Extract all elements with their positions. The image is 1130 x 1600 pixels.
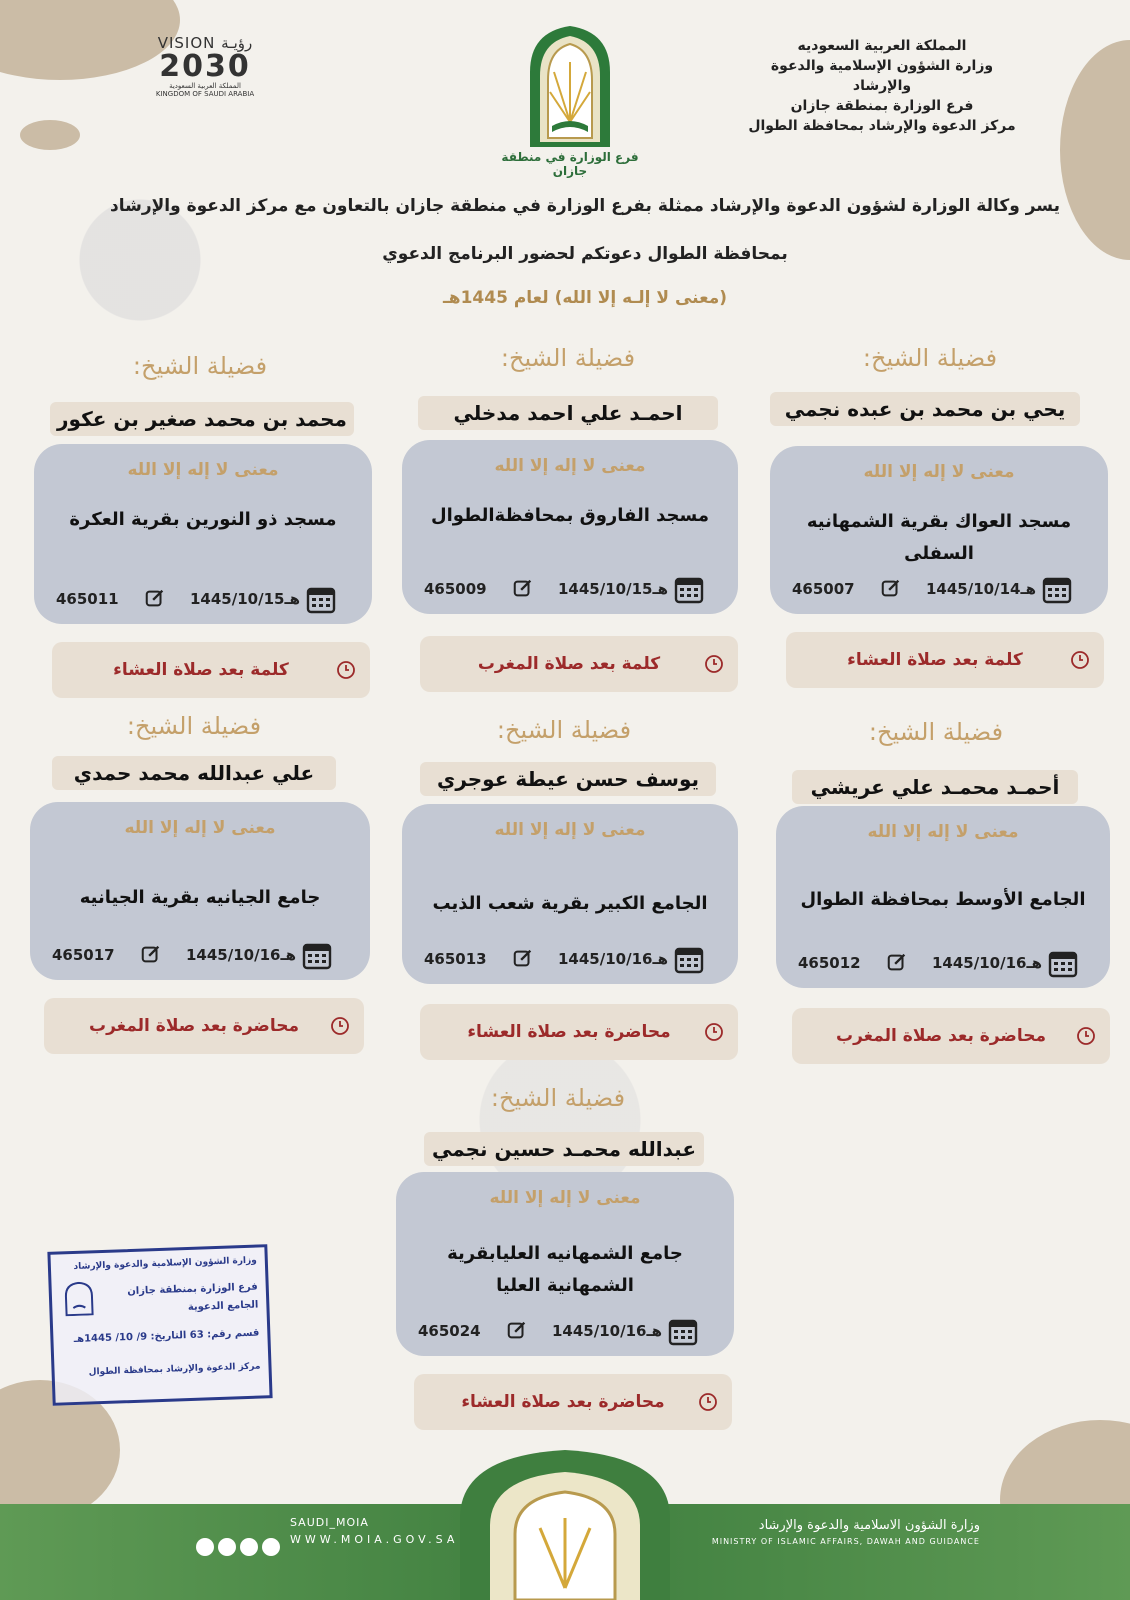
calendar-icon bbox=[668, 1316, 698, 1346]
event-time: محاضرة بعد صلاة العشاء bbox=[461, 1392, 665, 1412]
vision-title: VISION رؤيـة bbox=[157, 34, 253, 52]
intro-line-3: (معنى لا إلـه إلا الله) لعام 1445هـ bbox=[442, 288, 727, 308]
topic-title: معنى لا إله إلا الله bbox=[863, 462, 1015, 482]
clock-icon bbox=[336, 660, 356, 680]
website-link[interactable]: WWW.MOIA.GOV.SA bbox=[290, 1533, 459, 1546]
event-card bbox=[402, 440, 738, 614]
venue: الجامع الكبير بقرية شعب الذيب bbox=[432, 893, 708, 914]
sheikh-label: فضيلة الشيخ: bbox=[868, 718, 1004, 746]
event-time: كلمة بعد صلاة المغرب bbox=[477, 654, 661, 674]
stamp-line: مركز الدعوة والإرشاد بمحافظة الطوال bbox=[88, 1361, 261, 1378]
youtube-icon[interactable] bbox=[196, 1538, 214, 1556]
event-date: 1445/10/16هـ bbox=[552, 1322, 662, 1340]
stamp-line: وزارة الشؤون الإسلامية والدعوة والإرشاد bbox=[73, 1255, 257, 1272]
calendar-icon bbox=[306, 584, 336, 614]
topic-title: معنى لا إله إلا الله bbox=[494, 820, 646, 840]
time-pill bbox=[786, 632, 1104, 688]
event-date: 1445/10/15هـ bbox=[558, 580, 668, 598]
event-time: محاضرة بعد صلاة المغرب bbox=[836, 1026, 1046, 1046]
event-card bbox=[34, 444, 372, 624]
clock-icon bbox=[330, 1016, 350, 1036]
event-code: 465011 bbox=[56, 590, 119, 608]
twitter-icon[interactable] bbox=[240, 1538, 258, 1556]
event-date: 1445/10/16هـ bbox=[558, 950, 668, 968]
event-card bbox=[770, 446, 1108, 614]
event-card bbox=[396, 1172, 734, 1356]
ministry-header bbox=[732, 36, 1032, 136]
venue: جامع الشمهانيه العليابقرية الشمهانية العليا bbox=[447, 1243, 683, 1296]
time-pill bbox=[420, 636, 738, 692]
stamp-line: قسم رقم: 63 التاريخ: 9/ 10/ 1445هـ bbox=[73, 1327, 260, 1346]
ministry-name-ar: وزارة الشؤون الاسلامية والدعوة والإرشاد bbox=[758, 1518, 980, 1533]
event-time: كلمة بعد صلاة العشاء bbox=[113, 660, 289, 680]
social-icons bbox=[196, 1538, 284, 1560]
time-pill bbox=[44, 998, 364, 1054]
venue: الجامع الأوسط بمحافظة الطوال bbox=[800, 889, 1086, 910]
sheikh-label: فضيلة الشيخ: bbox=[490, 1084, 626, 1112]
sheikh-name: عبدالله محمـد حسين نجمي bbox=[424, 1132, 704, 1166]
edit-icon bbox=[140, 943, 162, 965]
header-line: المملكة العربية السعوديه bbox=[797, 38, 967, 54]
topic-title: معنى لا إله إلا الله bbox=[494, 456, 646, 476]
clock-icon bbox=[698, 1392, 718, 1412]
vision-2030-logo bbox=[140, 34, 270, 98]
edit-icon bbox=[512, 577, 534, 599]
venue: مسجد الفاروق بمحافظةالطوال bbox=[431, 505, 709, 526]
event-card bbox=[776, 806, 1110, 988]
instagram-icon[interactable] bbox=[218, 1538, 236, 1556]
venue: مسجد العواك بقرية الشمهانيه السفلى bbox=[806, 511, 1072, 564]
event-date: 1445/10/14هـ bbox=[926, 580, 1036, 598]
event-card bbox=[30, 802, 370, 980]
venue: جامع الجيانيه بقرية الجيانيه bbox=[79, 887, 321, 908]
event-date: 1445/10/15هـ bbox=[190, 590, 300, 608]
header-line: والإرشاد bbox=[852, 78, 912, 94]
event-code: 465007 bbox=[792, 580, 855, 598]
social-handle[interactable]: SAUDI_MOIA bbox=[290, 1516, 369, 1529]
event-time: محاضرة بعد صلاة المغرب bbox=[89, 1016, 299, 1036]
event-date: 1445/10/16هـ bbox=[186, 946, 296, 964]
clock-icon bbox=[704, 654, 724, 674]
time-pill bbox=[420, 1004, 738, 1060]
event-code: 465017 bbox=[52, 946, 115, 964]
facebook-icon[interactable] bbox=[262, 1538, 280, 1556]
header-line: فرع الوزارة بمنطقة جازان bbox=[790, 98, 974, 114]
clock-icon bbox=[704, 1022, 724, 1042]
event-code: 465013 bbox=[424, 950, 487, 968]
topic-title: معنى لا إله إلا الله bbox=[867, 822, 1019, 842]
time-pill bbox=[52, 642, 370, 698]
intro-line-1: يسر وكالة الوزارة لشؤون الدعوة والإرشاد ممثلة بفرع الوزارة في منطقة جازان بالتعاون مع مركز الدعوة والإرشاد bbox=[110, 196, 1060, 216]
ministry-name-en: MINISTRY OF ISLAMIC AFFAIRS, DAWAH AND GUIDANCE bbox=[711, 1537, 980, 1546]
sheikh-name: أحمـد محمـد علي عريشي bbox=[792, 770, 1078, 804]
event-date: 1445/10/16هـ bbox=[932, 954, 1042, 972]
footer-contact bbox=[290, 1516, 458, 1546]
intro-line-2: بمحافظة الطوال دعوتكم لحضور البرنامج الدعوي bbox=[382, 244, 788, 264]
vision-number: 2030 bbox=[159, 49, 251, 84]
calendar-icon bbox=[302, 940, 332, 970]
stamp-line: الجامع الدعوية bbox=[187, 1299, 259, 1314]
sheikh-name: احمـد علي احمد مدخلي bbox=[418, 396, 718, 430]
footer-ministry bbox=[712, 1518, 980, 1546]
event-time: كلمة بعد صلاة العشاء bbox=[847, 650, 1023, 670]
edit-icon bbox=[144, 587, 166, 609]
calendar-icon bbox=[674, 574, 704, 604]
logo-caption: فرع الوزارة في منطقة جازان bbox=[501, 150, 639, 178]
event-code: 465024 bbox=[418, 1322, 481, 1340]
sheikh-name: علي عبدالله محمد حمدي bbox=[52, 756, 336, 790]
calendar-icon bbox=[674, 944, 704, 974]
sheikh-label: فضيلة الشيخ: bbox=[496, 716, 632, 744]
decor-blob bbox=[1060, 40, 1130, 260]
topic-title: معنى لا إله إلا الله bbox=[124, 818, 276, 838]
stamp-line: فرع الوزارة بمنطقة جازان bbox=[127, 1281, 258, 1298]
sheikh-name: يوسف حسن عيطة عوجري bbox=[420, 762, 716, 796]
sheikh-label: فضيلة الشيخ: bbox=[126, 712, 262, 740]
vision-ar: المملكة العربية السعودية bbox=[169, 82, 241, 90]
edit-icon bbox=[512, 947, 534, 969]
event-card bbox=[402, 804, 738, 984]
event-time: محاضرة بعد صلاة العشاء bbox=[467, 1022, 671, 1042]
clock-icon bbox=[1070, 650, 1090, 670]
time-pill bbox=[414, 1374, 732, 1430]
clock-icon bbox=[1076, 1026, 1096, 1046]
edit-icon bbox=[880, 577, 902, 599]
ministry-logo-icon bbox=[520, 22, 620, 152]
event-code: 465009 bbox=[424, 580, 487, 598]
header-line: مركز الدعوة والإرشاد بمحافظة الطوال bbox=[748, 118, 1016, 134]
calendar-icon bbox=[1048, 948, 1078, 978]
sheikh-label: فضيلة الشيخ: bbox=[500, 344, 636, 372]
decor-blob bbox=[20, 120, 80, 150]
edit-icon bbox=[506, 1319, 528, 1341]
calendar-icon bbox=[1042, 574, 1072, 604]
vision-en: KINGDOM OF SAUDI ARABIA bbox=[155, 90, 255, 98]
sheikh-name: يحي بن محمد بن عبده نجمي bbox=[770, 392, 1080, 426]
header-line: وزارة الشؤون الإسلامية والدعوة bbox=[770, 58, 994, 74]
stamp-logo-icon bbox=[63, 1281, 94, 1316]
topic-title: معنى لا إله إلا الله bbox=[127, 460, 279, 480]
event-code: 465012 bbox=[798, 954, 861, 972]
edit-icon bbox=[886, 951, 908, 973]
sheikh-label: فضيلة الشيخ: bbox=[132, 352, 268, 380]
sheikh-label: فضيلة الشيخ: bbox=[862, 344, 998, 372]
footer-logo-icon bbox=[440, 1448, 690, 1600]
official-stamp bbox=[47, 1244, 272, 1406]
venue: مسجد ذو النورين بقرية العكرة bbox=[69, 509, 337, 530]
sheikh-name: محمد بن محمد صغير بن عكور bbox=[50, 402, 354, 436]
topic-title: معنى لا إله إلا الله bbox=[489, 1188, 641, 1208]
time-pill bbox=[792, 1008, 1110, 1064]
